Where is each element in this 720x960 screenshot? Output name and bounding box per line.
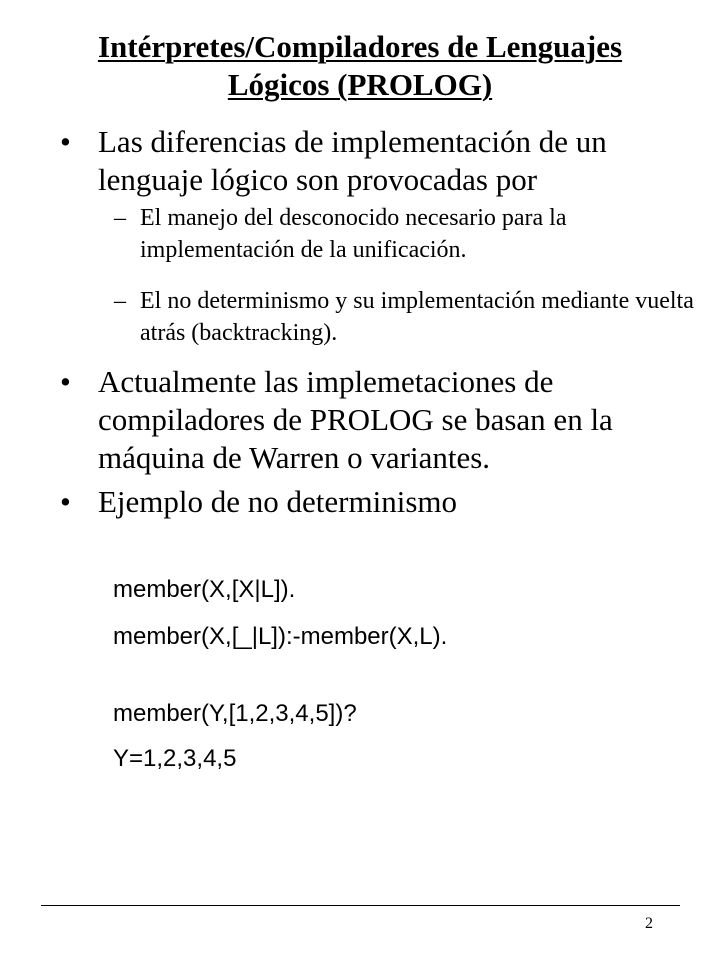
bullet-marker: • <box>60 484 71 519</box>
code-line-1: member(X,[X|L]). <box>113 576 296 603</box>
bullet-marker: • <box>60 124 71 159</box>
footer-divider <box>41 905 680 906</box>
code-line-2: member(X,[_|L]):-member(X,L). <box>113 623 448 650</box>
slide-title-line-1: Intérpretes/Compiladores de Lenguajes <box>97 29 623 64</box>
bullet-1-subitem-1: El manejo del desconocido necesario para la implementación de la unificación. <box>140 205 567 263</box>
slide-title <box>0 28 720 104</box>
bullet-marker: • <box>60 364 71 399</box>
sub-marker: – <box>114 288 126 314</box>
page-number: 2 <box>645 915 653 932</box>
bullet-2-text: Actualmente las implemetaciones de compiladores de PROLOG se basan en la máquina de Warren o variantes. <box>98 364 613 475</box>
bullet-1-text: Las diferencias de implementación de un lenguaje lógico son provocadas por <box>98 124 607 197</box>
code-line-3: member(Y,[1,2,3,4,5])? <box>113 700 357 727</box>
bullet-1-subitem-2: El no determinismo y su implementación mediante vuelta atrás (backtracking). <box>140 288 694 346</box>
slide-title-line-2: Lógicos (PROLOG) <box>227 67 493 102</box>
code-line-4: Y=1,2,3,4,5 <box>113 745 237 772</box>
sub-marker: – <box>114 205 126 231</box>
bullet-3-text: Ejemplo de no determinismo <box>98 484 458 519</box>
